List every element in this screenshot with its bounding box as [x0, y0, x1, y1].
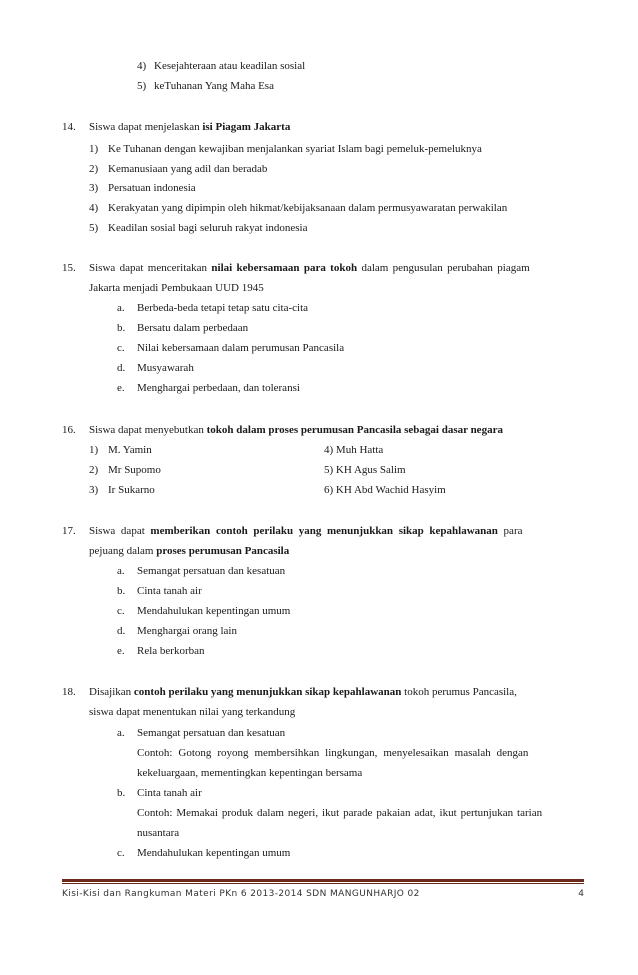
question-number: 17.	[62, 525, 76, 537]
list-number: 3)	[89, 182, 99, 194]
list-number: 5)	[89, 222, 99, 234]
list-letter: b.	[117, 322, 126, 334]
question-text: Siswa dapat menjelaskan isi Piagam Jakarta	[89, 121, 291, 133]
list-item: Kerakyatan yang dipimpin oleh hikmat/kebijaksanaan dalam permusyawaratan perwakilan	[108, 202, 508, 214]
list-item: Menghargai orang lain	[137, 625, 237, 637]
list-number: 4)	[137, 60, 147, 72]
list-number: 1)	[89, 444, 99, 456]
question-number: 14.	[62, 121, 76, 133]
list-item: Nilai kebersamaan dalam perumusan Pancasila	[137, 342, 345, 354]
list-item: Cinta tanah air	[137, 787, 202, 799]
list-number: 2)	[89, 464, 99, 476]
list-item: Rela berkorban	[137, 645, 205, 657]
list-item: M. Yamin	[108, 444, 152, 456]
list-number: 5)	[137, 80, 147, 92]
list-letter: e.	[117, 645, 125, 657]
example-text: nusantara	[137, 827, 180, 839]
list-letter: d.	[117, 362, 126, 374]
list-letter: e.	[117, 382, 125, 394]
list-letter: d.	[117, 625, 126, 637]
question-text-continuation: pejuang dalam proses perumusan Pancasila	[89, 545, 290, 557]
list-item: Ir Sukarno	[108, 484, 155, 496]
list-item: keTuhanan Yang Maha Esa	[154, 80, 274, 92]
question-text: Disajikan contoh perilaku yang menunjukkan sikap kepahlawanan tokoh perumus Pancasila,	[89, 686, 517, 698]
question-text: Siswa dapat menceritakan nilai kebersamaan para tokoh dalam pengusulan perubahan piagam	[89, 262, 530, 274]
list-item: Menghargai perbedaan, dan toleransi	[137, 382, 300, 394]
list-item: Keadilan sosial bagi seluruh rakyat indonesia	[108, 222, 308, 234]
list-item: Berbeda-beda tetapi tetap satu cita-cita	[137, 302, 309, 314]
list-item: Persatuan indonesia	[108, 182, 196, 194]
list-item: Mendahulukan kepentingan umum	[137, 847, 291, 859]
list-letter: c.	[117, 342, 125, 354]
footer-divider-thin	[62, 883, 584, 884]
list-number: 1)	[89, 143, 99, 155]
list-item: Semangat persatuan dan kesatuan	[137, 565, 286, 577]
footer-text: Kisi-Kisi dan Rangkuman Materi PKn 6 2013-2014 SDN MANGUNHARJO 02	[62, 889, 420, 899]
list-letter: c.	[117, 847, 125, 859]
list-item: 6) KH Abd Wachid Hasyim	[324, 484, 446, 496]
list-item: Mendahulukan kepentingan umum	[137, 605, 291, 617]
list-item: Musyawarah	[137, 362, 194, 374]
example-text: Contoh: Gotong royong membersihkan lingkungan, menyelesaikan masalah dengan	[137, 747, 529, 759]
example-text: kekeluargaan, mementingkan kepentingan bersama	[137, 767, 363, 779]
question-number: 18.	[62, 686, 76, 698]
list-number: 2)	[89, 163, 99, 175]
list-letter: a.	[117, 302, 125, 314]
list-item: Mr Supomo	[108, 464, 161, 476]
question-text: Siswa dapat memberikan contoh perilaku yang menunjukkan sikap kepahlawanan para	[89, 525, 523, 537]
question-text-continuation: siswa dapat menentukan nilai yang terkandung	[89, 706, 296, 718]
list-letter: a.	[117, 727, 125, 739]
list-letter: b.	[117, 787, 126, 799]
list-item: Ke Tuhanan dengan kewajiban menjalankan syariat Islam bagi pemeluk-pemeluknya	[108, 143, 482, 155]
list-item: 4) Muh Hatta	[324, 444, 384, 456]
list-item: Kesejahteraan atau keadilan sosial	[154, 60, 306, 72]
list-letter: b.	[117, 585, 126, 597]
list-letter: a.	[117, 565, 125, 577]
list-item: Cinta tanah air	[137, 585, 202, 597]
page-number: 4	[578, 889, 584, 899]
example-text: Contoh: Memakai produk dalam negeri, ikut parade pakaian adat, ikut pertunjukan tarian	[137, 807, 543, 819]
question-text: Siswa dapat menyebutkan tokoh dalam proses perumusan Pancasila sebagai dasar negara	[89, 424, 503, 436]
list-item: 5) KH Agus Salim	[324, 464, 406, 476]
list-letter: c.	[117, 605, 125, 617]
question-number: 16.	[62, 424, 76, 436]
list-number: 3)	[89, 484, 99, 496]
list-number: 4)	[89, 202, 99, 214]
list-item: Semangat persatuan dan kesatuan	[137, 727, 286, 739]
list-item: Bersatu dalam perbedaan	[137, 322, 249, 334]
question-text-continuation: Jakarta menjadi Pembukaan UUD 1945	[89, 282, 264, 294]
list-item: Kemanusiaan yang adil dan beradab	[108, 163, 268, 175]
question-number: 15.	[62, 262, 76, 274]
footer-divider	[62, 879, 584, 882]
